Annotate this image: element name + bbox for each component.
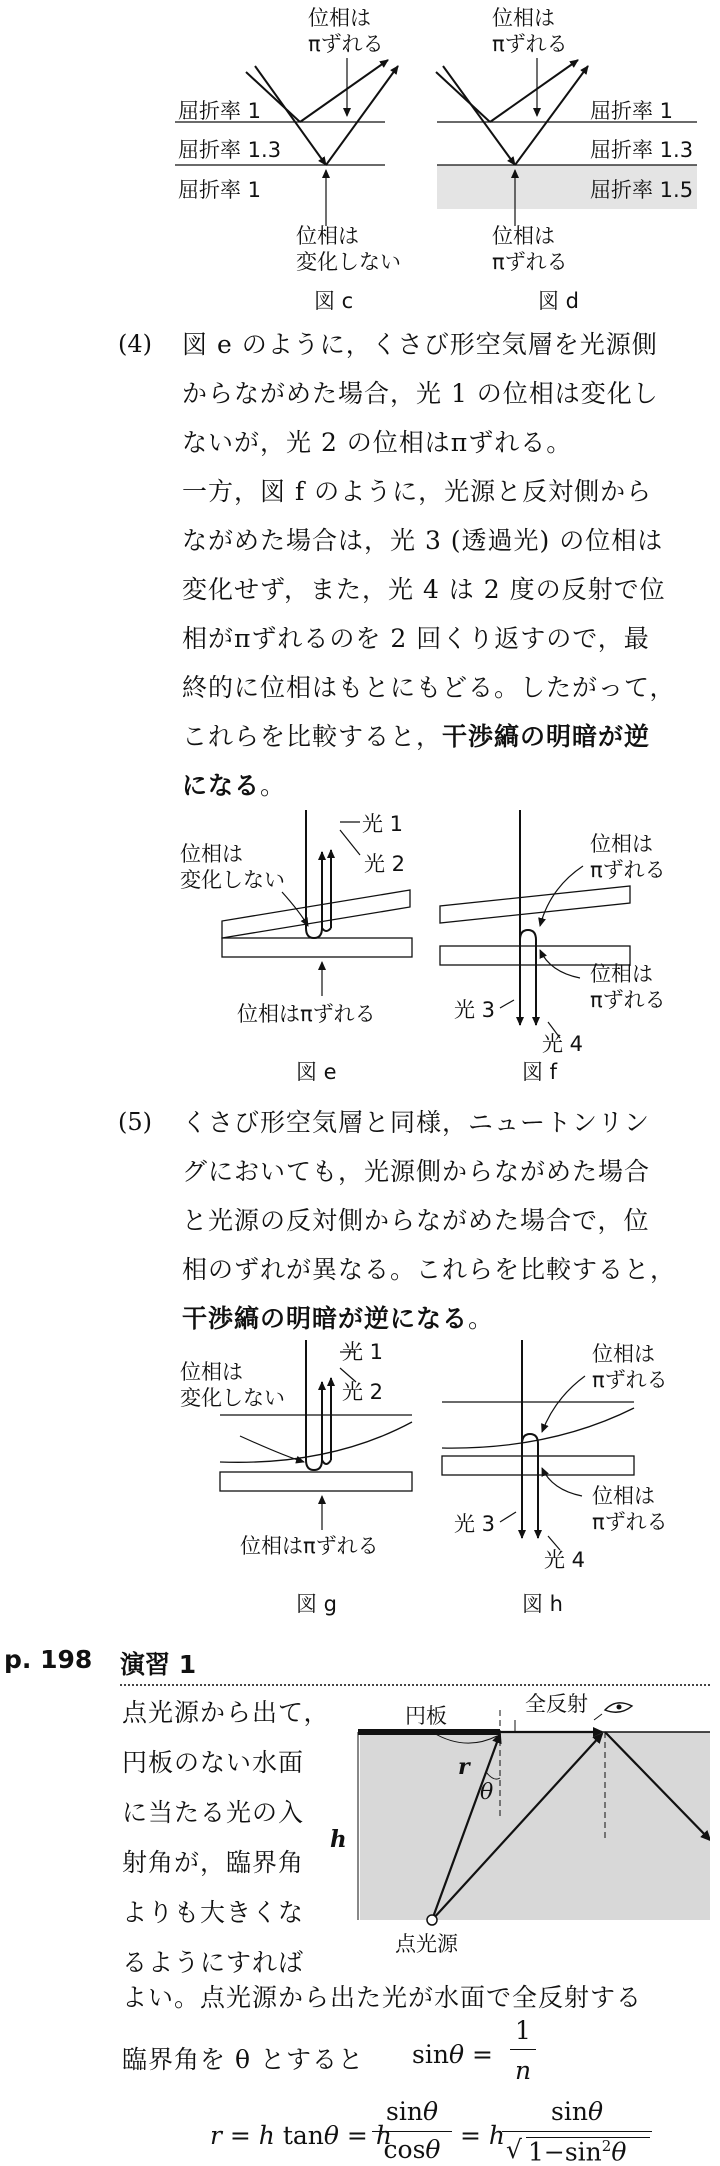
exercise-line: 射角が，臨界角 xyxy=(122,1848,305,1877)
exercise-line: 円板のない水面 xyxy=(122,1748,305,1777)
sec4-line: 相がπずれるのを 2 回くり返すので，最 xyxy=(182,624,650,653)
fig-g-left-label-2: 変化しない xyxy=(180,1386,285,1410)
sec5-line: くさび形空気層と同様，ニュートンリン xyxy=(182,1108,651,1137)
exercise-side-text xyxy=(122,1688,330,1988)
sec5-line: グにおいても，光源側からながめた場合 xyxy=(182,1157,651,1186)
fig-e-light1-label: 光 1 xyxy=(362,812,404,836)
fig-g-light1-label: 光 1 xyxy=(342,1340,384,1364)
fig-d-top-label-1: 位相は xyxy=(492,6,555,30)
sec5-line: と光源の反対側からながめた場合で，位 xyxy=(182,1206,650,1235)
fig-d-layer-2: 屈折率 1.3 xyxy=(590,138,694,162)
fig-d-layer-1: 屈折率 1 xyxy=(590,99,674,123)
fig-c-layer-1: 屈折率 1 xyxy=(178,99,262,123)
sec5-line: 干渉縞の明暗が逆になる。 xyxy=(182,1304,495,1333)
exercise-divider xyxy=(120,1684,710,1686)
sec4-line: 図 e のように，くさび形空気層を光源側 xyxy=(182,330,658,359)
fig-h-bottom-label-1: 位相は xyxy=(592,1484,655,1508)
exercise-disk-label: 円板 xyxy=(405,1704,447,1728)
exercise-formula-intro: 臨界角を θ とすると xyxy=(122,2045,364,2074)
sec5-number: (5) xyxy=(118,1108,152,1136)
fig-e-light2-label: 光 2 xyxy=(364,852,406,876)
figure-g xyxy=(220,1340,412,1530)
fig-f-light3-label: 光 3 xyxy=(454,998,496,1022)
fig-d-caption: 図 d xyxy=(538,289,580,313)
fig-c-top-label-1: 位相は xyxy=(308,6,371,30)
sec5-emphasis: 干渉縞の明暗が逆になる xyxy=(182,1304,469,1333)
fig-d-layer-3: 屈折率 1.5 xyxy=(590,178,694,202)
sec4-line: ないが，光 2 の位相はπずれる。 xyxy=(182,428,573,457)
sec4-line: からながめた場合，光 1 の位相は変化し xyxy=(182,379,659,408)
fig-c-bottom-label-2: 変化しない xyxy=(296,250,401,274)
exercise-line: 点光源から出て， xyxy=(122,1698,330,1727)
fig-d-top-label-2: πずれる xyxy=(492,32,568,56)
fig-g-left-label-1: 位相は xyxy=(180,1360,243,1384)
fig-c-bottom-label-1: 位相は xyxy=(296,224,359,248)
fig-d-bottom-label-2: πずれる xyxy=(492,250,568,274)
fig-f-top-label-2: πずれる xyxy=(590,858,666,882)
fig-g-caption: 図 g xyxy=(296,1592,338,1616)
fig-f-top-label-1: 位相は xyxy=(590,832,653,856)
fig-e-left-label-1: 位相は xyxy=(180,842,243,866)
fig-f-light4-label: 光 4 xyxy=(542,1032,584,1056)
exercise-page-ref: p. 198 xyxy=(4,1645,93,1674)
fig-g-light2-label: 光 2 xyxy=(342,1380,384,1404)
fig-h-bottom-label-2: πずれる xyxy=(592,1510,668,1534)
exercise-total-reflection-label: 全反射 xyxy=(525,1692,588,1716)
sec4-line: 終的に位相はもとにもどる。したがって， xyxy=(182,673,676,702)
sec4-line: 変化せず，また，光 4 は 2 度の反射で位 xyxy=(182,575,666,604)
fig-c-top-label-2: πずれる xyxy=(308,32,384,56)
exercise-line: に当たる光の入 xyxy=(122,1798,305,1827)
fig-h-top-label-1: 位相は xyxy=(592,1342,655,1366)
fig-f-bottom-label-2: πずれる xyxy=(590,988,666,1012)
exercise-title: 演習 1 xyxy=(120,1650,197,1679)
fig-e-bottom-label: 位相はπずれる xyxy=(237,1002,376,1026)
sec4-number: (4) xyxy=(118,330,152,358)
fig-f-caption: 図 f xyxy=(522,1060,558,1084)
sec4-line: これらを比較すると，干渉縞の明暗が逆 xyxy=(182,722,651,751)
exercise-h-label: h xyxy=(330,1826,347,1853)
fig-g-bottom-label: 位相はπずれる xyxy=(240,1534,379,1558)
fig-h-light4-label: 光 4 xyxy=(544,1548,586,1572)
sec4-emphasis-tail: になる xyxy=(182,771,261,800)
exercise-r-label: r xyxy=(458,1754,470,1780)
sec5-paragraph xyxy=(182,1098,702,1343)
fig-e-caption: 図 e xyxy=(296,1060,337,1084)
sec4-paragraph xyxy=(182,320,702,810)
exercise-full-line: よい。点光源から出た光が水面で全反射する xyxy=(122,1983,643,2012)
fig-f-bottom-label-1: 位相は xyxy=(590,962,653,986)
fig-c-layer-2: 屈折率 1.3 xyxy=(178,138,282,162)
sec5-line: 相のずれが異なる。これらを比較すると， xyxy=(182,1255,677,1284)
fig-c-layer-3: 屈折率 1 xyxy=(178,178,262,202)
exercise-line: よりも大きくな xyxy=(122,1898,305,1927)
sec4-line: ながめた場合は，光 3 (透過光) の位相は xyxy=(182,526,664,555)
exercise-source-label: 点光源 xyxy=(395,1932,458,1956)
sec4-line: 一方，図 f のように，光源と反対側から xyxy=(182,477,653,506)
sec4-line: になる。 xyxy=(182,771,287,800)
exercise-line: るようにすれば xyxy=(122,1948,305,1977)
exercise-theta-label: θ xyxy=(480,1780,494,1805)
fig-h-light3-label: 光 3 xyxy=(454,1512,496,1536)
fig-c-caption: 図 c xyxy=(314,289,354,313)
fig-h-caption: 図 h xyxy=(522,1592,563,1616)
fig-h-top-label-2: πずれる xyxy=(592,1368,668,1392)
sec4-emphasis: 干渉縞の明暗が逆 xyxy=(442,722,651,751)
fig-e-left-label-2: 変化しない xyxy=(180,868,285,892)
fig-d-bottom-label-1: 位相は xyxy=(492,224,555,248)
